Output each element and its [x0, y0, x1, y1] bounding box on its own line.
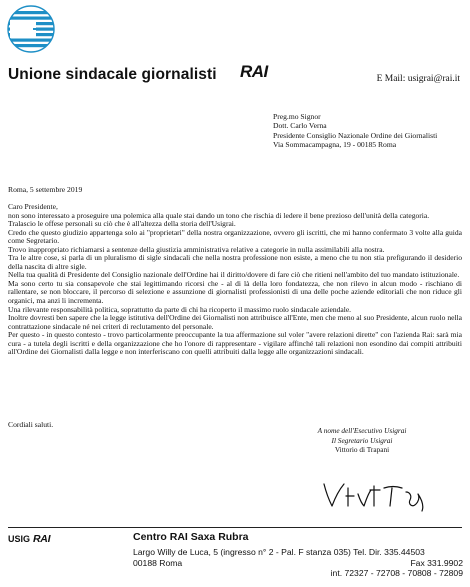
rai-logo: RAI [240, 62, 268, 81]
footer-center-name: Centro RAI Saxa Rubra [133, 531, 249, 543]
recipient-line: Via Sommacampagna, 19 - 00185 Roma [273, 140, 397, 150]
signoff-line: A nome dell'Esecutivo Usigrai [317, 426, 407, 435]
body-paragraph: Una rilevante responsabilità politica, soprattutto da parte di chi ha ricoperto il massimo ruolo sindacale aziendale. [8, 304, 352, 314]
footer-divider [8, 527, 462, 528]
body-paragraph: Tralascio le offese personali su ciò che è all'altezza della storia dell'Usigrai. [8, 219, 236, 229]
organization-title: Unione sindacale giornalisti [8, 66, 217, 83]
closing-greeting: Cordiali saluti. [8, 420, 54, 429]
body-paragraph: Ma sono certo tu sia consapevole che stai legittimando ricorsi che - al di là della loro fondatezza, che non rilevo in alcun modo - rischiano di rallentare, se non bloccare, il percorso di selezione e assunzione di giornalisti professionisti di una delle poche aziende editoriali che non riduce gli organici, ma anzi li incrementa. [8, 278, 462, 306]
body-paragraph: Inoltre dovresti ben sapere che la legge istitutiva dell'Ordine dei Giornalisti non attribuisce all'Ente, men che meno al suo Presidente, alcun ruolo nella contrattazione sindacale né nei criteri di reclutamento del personale. [8, 313, 462, 331]
recipient-line: Dott. Carlo Verna [273, 121, 327, 131]
footer-logo [8, 533, 50, 545]
body-paragraph: Trovo inappropriato richiamarsi a sentenze della giustizia amministrativa relative a categorie in nulla assimilabili alla nostra. [8, 244, 385, 254]
footer-city-row [133, 558, 463, 569]
usigrai-logo-icon [6, 4, 56, 54]
letter-date: Roma, 5 settembre 2019 [8, 185, 83, 194]
footer-address-line: Largo Willy de Luca, 5 (ingresso n° 2 - Pal. F stanza 035) Tel. Dir. 335.44503 [133, 547, 425, 557]
body-paragraph: Per questo - in questo contesto - trovo particolarmente preoccupante la tua affermazione sul voler "avere relazioni dirette" con l'azienda Rai: sarà mia cura - a tutela degli iscritti e della organizzazione che ho l'onore di rappresentare - vigilare affinché tali relazioni non esondino dai compiti attribuiti all'Ordine dei Giornalisti dalla legge e non interferiscano con quelli attribuiti dalla legge alle organizzazioni sindacali. [8, 330, 462, 357]
footer-rai-label: RAI [33, 533, 51, 545]
body-paragraph: Nella tua qualità di Presidente del Consiglio nazionale dell'Ordine hai il diritto/dovere di fare ciò che ritieni nell'ambito del tuo mandato istituzionale. [8, 270, 460, 280]
body-paragraph: Credo che questo giudizio appartenga solo ai "proprietari" della nostra organizzazione, ovvero gli iscritti, che mi hanno confermato 3 volte alla guida come Segretario. [8, 227, 462, 246]
body-paragraph: Tra le altre cose, si parla di un pluralismo di sigle sindacali che nella nostra professione non esiste, a meno che tu non stia prefigurando il desiderio della nascita di altre sigle. [8, 253, 462, 271]
signer-name: Vittorio di Trapani [334, 445, 390, 454]
email-contact: E Mail: usigrai@rai.it [376, 74, 460, 84]
letter-body [8, 203, 462, 357]
footer-internal-numbers: int. 72327 - 72708 - 70808 - 72809 [330, 568, 463, 579]
footer-address [133, 547, 463, 579]
footer-usig-label: USIG [8, 534, 31, 544]
handwritten-signature [318, 478, 438, 512]
signoff-block [302, 426, 422, 455]
signoff-line: Il Segretario Usigrai [331, 435, 393, 445]
body-paragraph: Caro Presidente, [8, 202, 58, 211]
recipient-line: Presidente Consiglio Nazionale Ordine dei Giornalisti [273, 130, 438, 140]
body-paragraph: non sono interessato a proseguire una polemica alla quale stai dando un tono che rischia di ledere il bene prezioso dell'unità della categoria. [8, 210, 430, 220]
footer-fax: Fax 331.9902 [410, 557, 463, 568]
recipient-address [273, 112, 437, 150]
footer-city: 00188 Roma [133, 557, 183, 568]
recipient-line: Preg.mo Signor [273, 112, 321, 121]
